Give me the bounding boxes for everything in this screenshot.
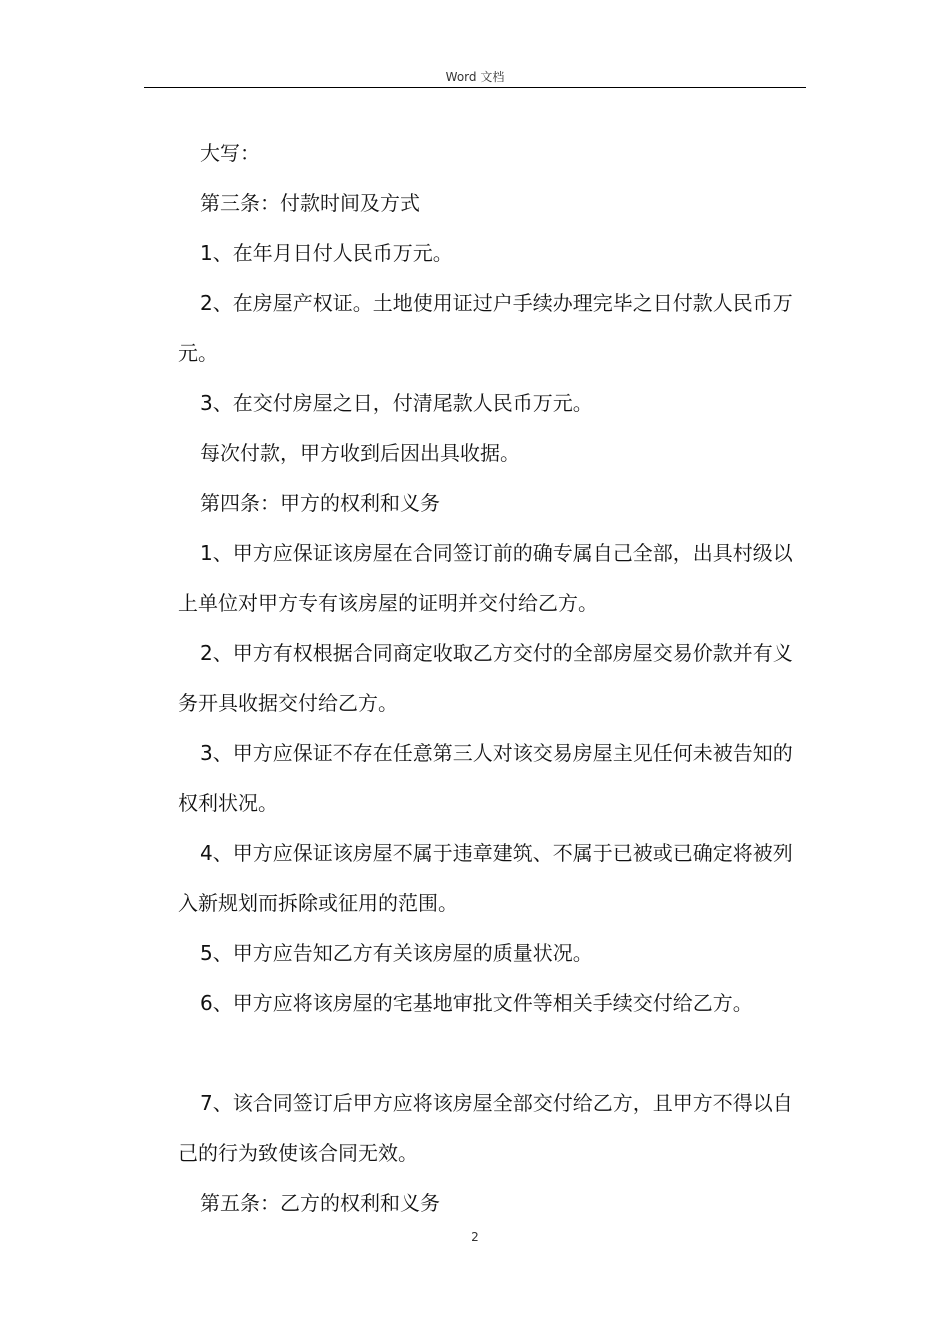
paragraph-payment-2: 2、在房屋产权证。土地使用证过户手续办理完毕之日付款人民币万元。 <box>178 291 793 365</box>
header-rule <box>144 87 806 88</box>
paragraph-party-a-1: 1、甲方应保证该房屋在合同签订前的确专属自己全部，出具村级以上单位对甲方专有该房屋的证明并交付给乙方。 <box>178 541 793 615</box>
page-number: 2 <box>471 1230 479 1244</box>
blank-line <box>178 1028 798 1078</box>
paragraph-party-a-7: 7、该合同签订后甲方应将该房屋全部交付给乙方，且甲方不得以自己的行为致使该合同无效。 <box>178 1091 793 1165</box>
article-four-heading: 第四条：甲方的权利和义务 <box>200 491 440 515</box>
paragraph-party-a-5: 5、甲方应告知乙方有关该房屋的质量状况。 <box>200 941 593 965</box>
paragraph-amount-in-words: 大写： <box>200 141 260 165</box>
article-five-heading: 第五条：乙方的权利和义务 <box>200 1191 440 1215</box>
paragraph-party-a-4: 4、甲方应保证该房屋不属于违章建筑、不属于已被或已确定将被列入新规划而拆除或征用的范围。 <box>178 841 793 915</box>
article-three-heading: 第三条：付款时间及方式 <box>200 191 420 215</box>
paragraph-party-a-3: 3、甲方应保证不存在任意第三人对该交易房屋主见任何未被告知的权利状况。 <box>178 741 793 815</box>
paragraph-receipt: 每次付款，甲方收到后因出具收据。 <box>200 441 520 465</box>
paragraph-party-a-6: 6、甲方应将该房屋的宅基地审批文件等相关手续交付给乙方。 <box>200 991 753 1015</box>
document-body <box>178 128 798 1228</box>
paragraph-party-a-2: 2、甲方有权根据合同商定收取乙方交付的全部房屋交易价款并有义务开具收据交付给乙方。 <box>178 641 793 715</box>
page-header: Word 文档 <box>445 70 505 84</box>
paragraph-payment-3: 3、在交付房屋之日，付清尾款人民币万元。 <box>200 391 593 415</box>
paragraph-payment-1: 1、在年月日付人民币万元。 <box>200 241 453 265</box>
